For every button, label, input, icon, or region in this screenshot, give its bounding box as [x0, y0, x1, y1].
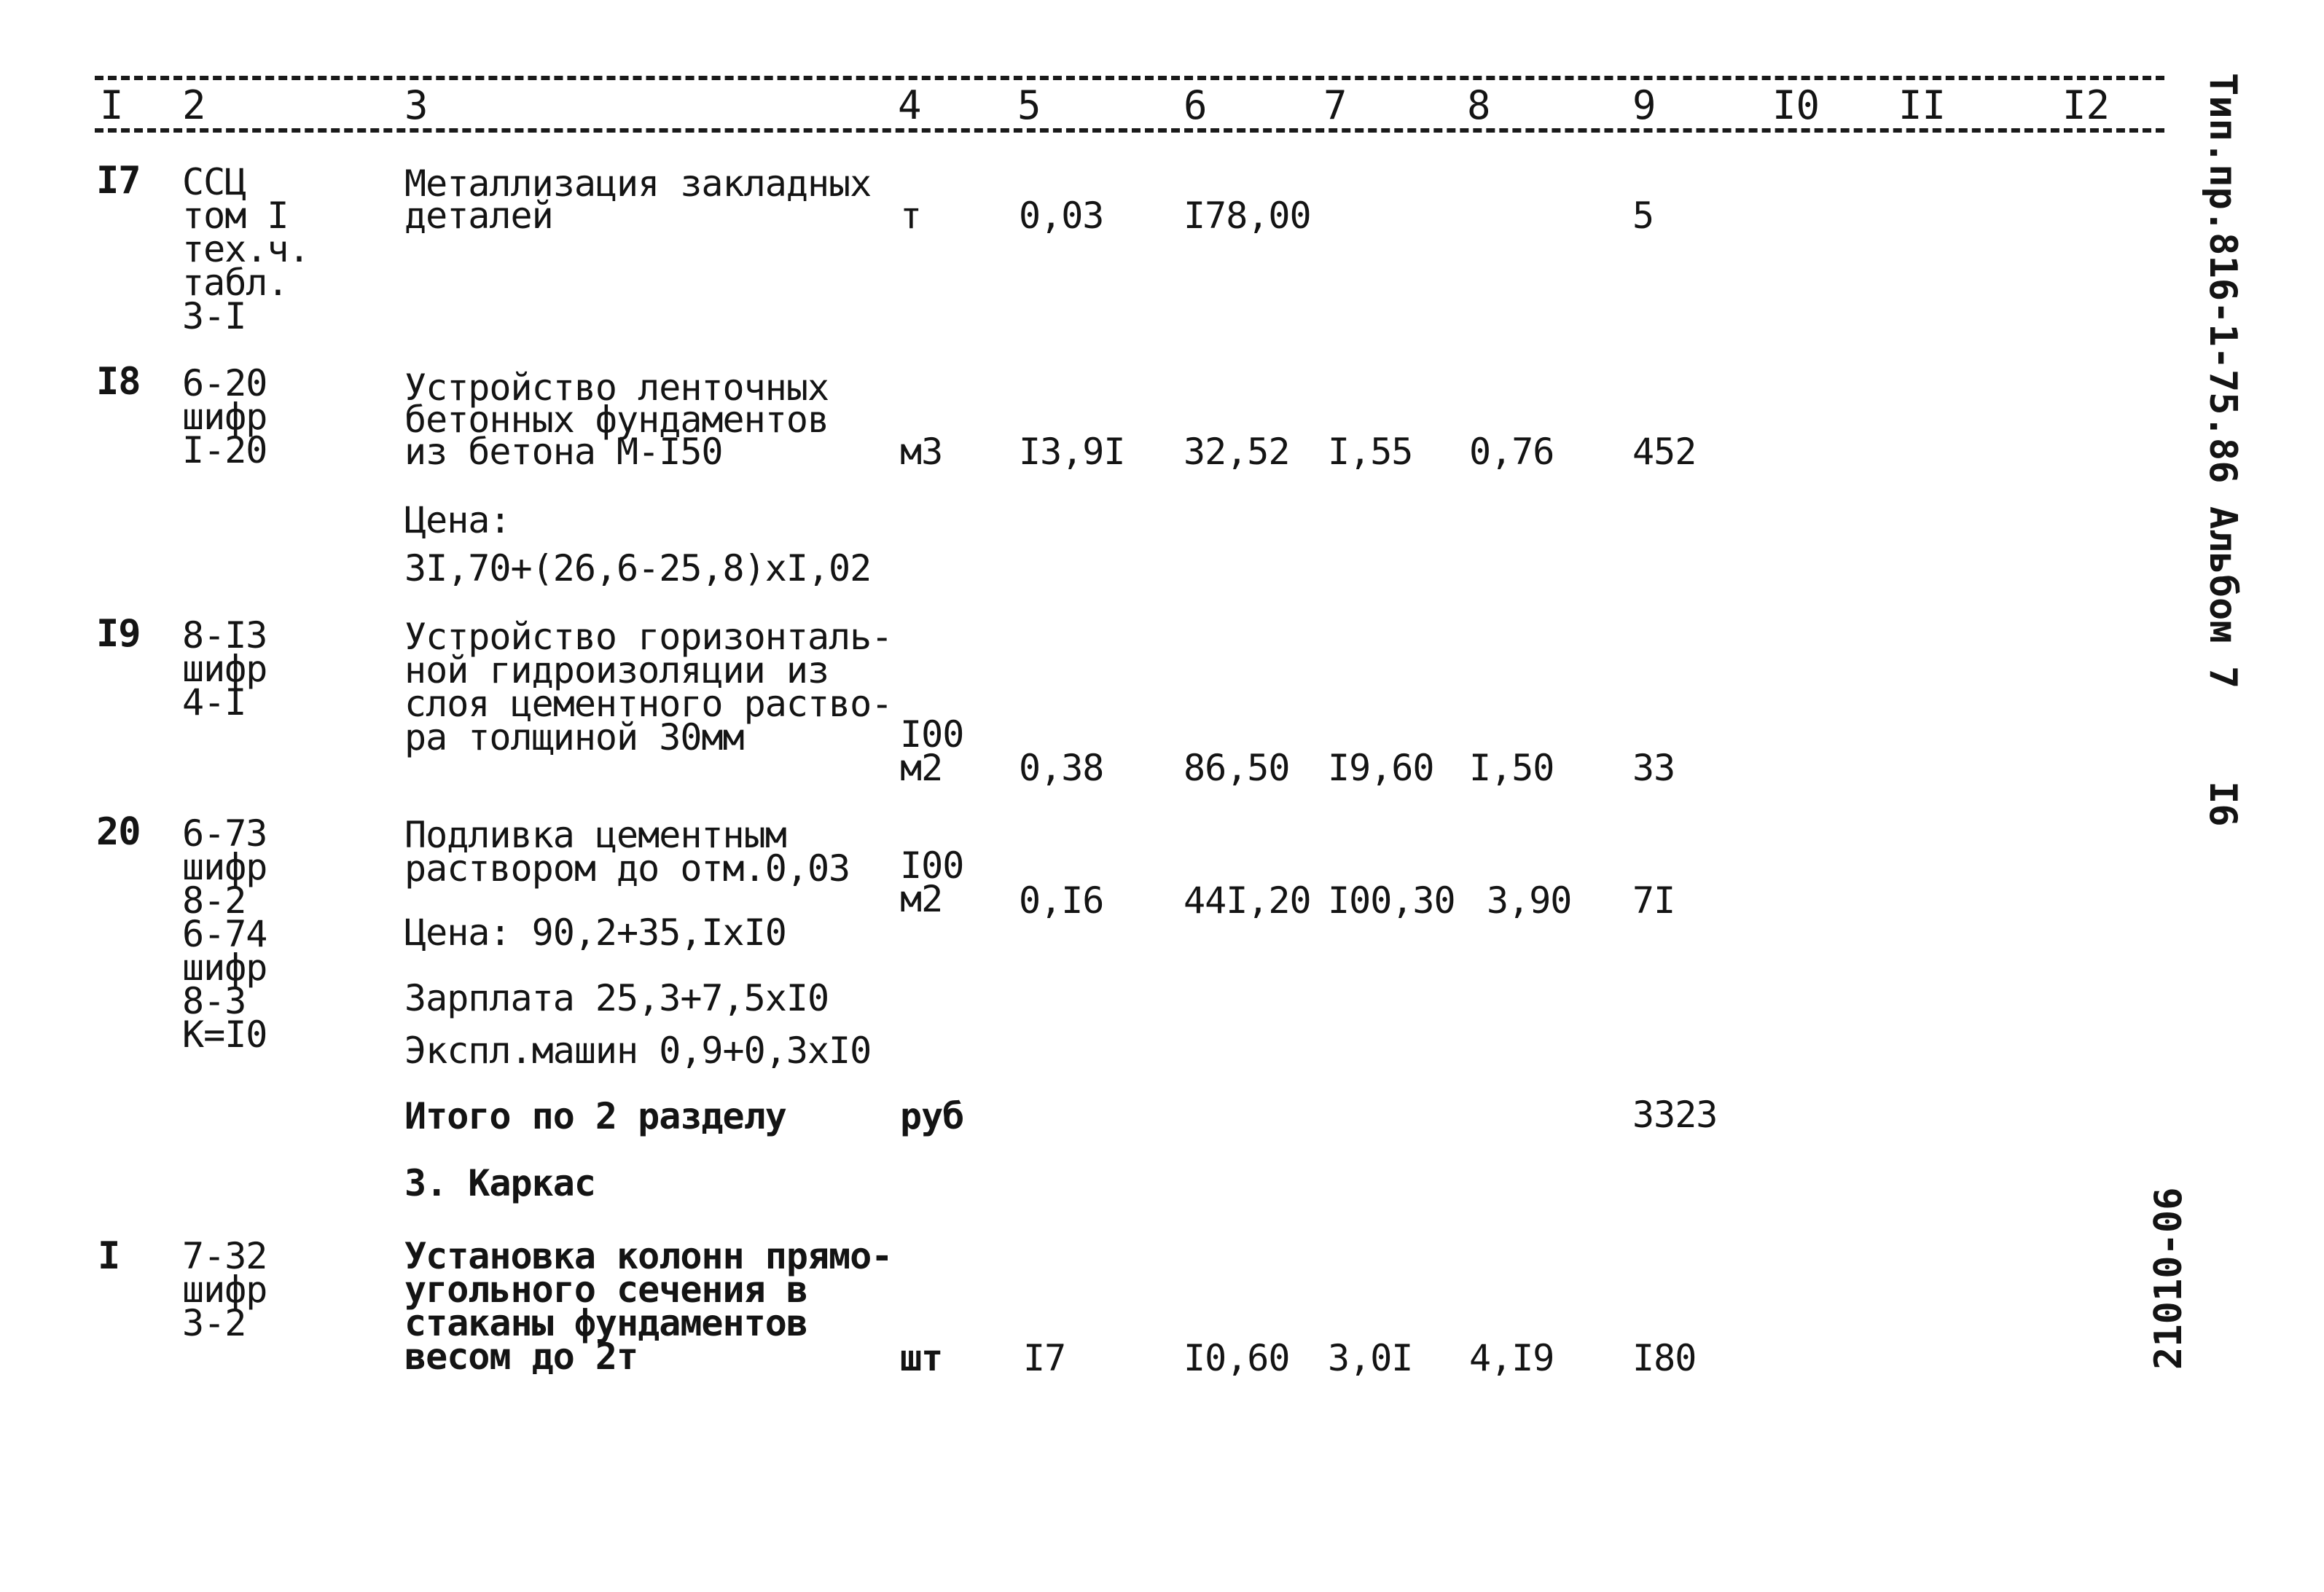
row-unit-line: м2 [900, 747, 943, 789]
row-note-line: Зарплата 25,3+7,5хI0 [404, 977, 829, 1019]
row-quantity: I3,9I [1019, 431, 1125, 473]
row-unit-price: 86,50 [1183, 747, 1290, 789]
row-number: I [98, 1234, 120, 1278]
row-description-line: из бетона М-I50 [404, 431, 723, 473]
row-description-line: стаканы фундаментов [404, 1302, 807, 1344]
row-description-line: ра толщиной 30мм [404, 716, 744, 758]
row-number: I7 [96, 159, 141, 203]
row-code-line: 8-I3 [182, 614, 267, 656]
col-header-1: I [100, 82, 124, 128]
col-header-8: 8 [1467, 82, 1491, 128]
row-code-line: ССЦ [182, 161, 246, 203]
row-note-line: Цена: 90,2+35,IхI0 [404, 911, 786, 954]
row-quantity: 0,03 [1019, 195, 1104, 237]
row-code-line: том I [182, 195, 289, 237]
row-unit: м3 [900, 431, 943, 473]
document-stamp: Тип.пр.816-1-75.86 Альбом 7 [2201, 73, 2245, 689]
row-description-line: слоя цементного раство- [404, 683, 893, 725]
row-code-line: 3-2 [182, 1302, 246, 1344]
col-header-3: 3 [404, 82, 429, 128]
section-title: 3. Каркас [404, 1162, 595, 1204]
row-description-line: Подливка цементным [404, 814, 786, 856]
row-description-line: ной гидроизоляции из [404, 649, 829, 691]
row-description-line: Устройство горизонталь- [404, 616, 893, 658]
row-description-line: Устройство ленточных [404, 366, 829, 409]
row-unit: шт [900, 1337, 943, 1379]
row-number: 20 [96, 810, 141, 854]
subtotal-label: Итого по 2 разделу [404, 1095, 786, 1137]
row-unit-price: I0,60 [1183, 1337, 1290, 1379]
row-code-line: 6-74 [182, 913, 267, 955]
row-code-line: шифр [182, 846, 267, 888]
row-code-line: шифр [182, 946, 267, 989]
row-unit-price: 44I,20 [1183, 879, 1311, 922]
row-unit-price: 32,52 [1183, 431, 1290, 473]
row-description-line: деталей [404, 195, 553, 237]
row-code-line: 6-20 [182, 362, 267, 404]
row-code-line: 7-32 [182, 1235, 267, 1277]
col-header-10: I0 [1772, 82, 1820, 128]
inventory-number: 21010-06 [2147, 1187, 2191, 1370]
row-quantity: I7 [1023, 1337, 1066, 1379]
row-wage: I00,30 [1328, 879, 1455, 922]
row-machine-cost: 3,90 [1487, 879, 1572, 922]
row-quantity: 0,38 [1019, 747, 1104, 789]
row-number: I9 [96, 612, 141, 656]
row-total: 33 [1632, 747, 1675, 789]
header-bottom-rule [95, 128, 2164, 133]
row-total: 452 [1632, 431, 1697, 473]
row-code-line: шифр [182, 648, 267, 690]
col-header-5: 5 [1017, 82, 1041, 128]
row-wage: I,55 [1328, 431, 1413, 473]
col-header-4: 4 [898, 82, 922, 128]
row-machine-cost: 0,76 [1469, 431, 1554, 473]
row-machine-cost: I,50 [1469, 747, 1554, 789]
row-note-line: Цена: [404, 499, 511, 541]
col-header-12: I2 [2062, 82, 2110, 128]
row-description-line: весом до 2т [404, 1336, 638, 1378]
row-unit-line: I00 [900, 713, 964, 756]
row-code-line: табл. [182, 262, 289, 304]
row-code-line: 3-I [182, 295, 246, 337]
row-wage: I9,60 [1328, 747, 1434, 789]
subtotal-unit: руб [900, 1095, 964, 1137]
row-number: I8 [96, 360, 141, 404]
row-code-line: шифр [182, 1268, 267, 1311]
row-code-line: 6-73 [182, 812, 267, 855]
row-code-line: тех.ч. [182, 228, 310, 270]
row-unit-line: I00 [900, 844, 964, 887]
row-code-line: К=I0 [182, 1013, 267, 1056]
col-header-7: 7 [1323, 82, 1347, 128]
row-code-line: I-20 [182, 429, 267, 471]
row-total: 7I [1632, 879, 1675, 922]
row-unit-price: I78,00 [1183, 195, 1311, 237]
row-code-line: 8-2 [182, 879, 246, 922]
row-description-line: угольного сечения в [404, 1268, 807, 1311]
row-note-line: 3I,70+(26,6-25,8)хI,02 [404, 547, 872, 589]
row-unit-line: м2 [900, 878, 943, 920]
row-quantity: 0,I6 [1019, 879, 1104, 922]
col-header-11: II [1898, 82, 1947, 128]
col-header-2: 2 [182, 82, 206, 128]
header-top-rule [95, 76, 2164, 80]
row-description-line: Установка колонн прямо- [404, 1235, 893, 1277]
row-total: I80 [1632, 1337, 1697, 1379]
row-unit: т [900, 195, 922, 237]
row-machine-cost: 4,I9 [1469, 1337, 1554, 1379]
row-note-line: Экспл.машин 0,9+0,3хI0 [404, 1030, 872, 1072]
row-code-line: 4-I [182, 681, 246, 724]
row-description-line: раствором до отм.0,03 [404, 847, 850, 890]
page-number: I6 [2201, 781, 2245, 827]
row-wage: 3,0I [1328, 1337, 1413, 1379]
subtotal-total: 3323 [1632, 1094, 1718, 1136]
row-code-line: 8-3 [182, 980, 246, 1022]
row-total: 5 [1632, 195, 1654, 237]
row-code-line: шифр [182, 396, 267, 438]
row-description-line: бетонных фундаментов [404, 399, 829, 441]
col-header-6: 6 [1183, 82, 1208, 128]
col-header-9: 9 [1632, 82, 1656, 128]
row-description-line: Металлизация закладных [404, 162, 872, 205]
